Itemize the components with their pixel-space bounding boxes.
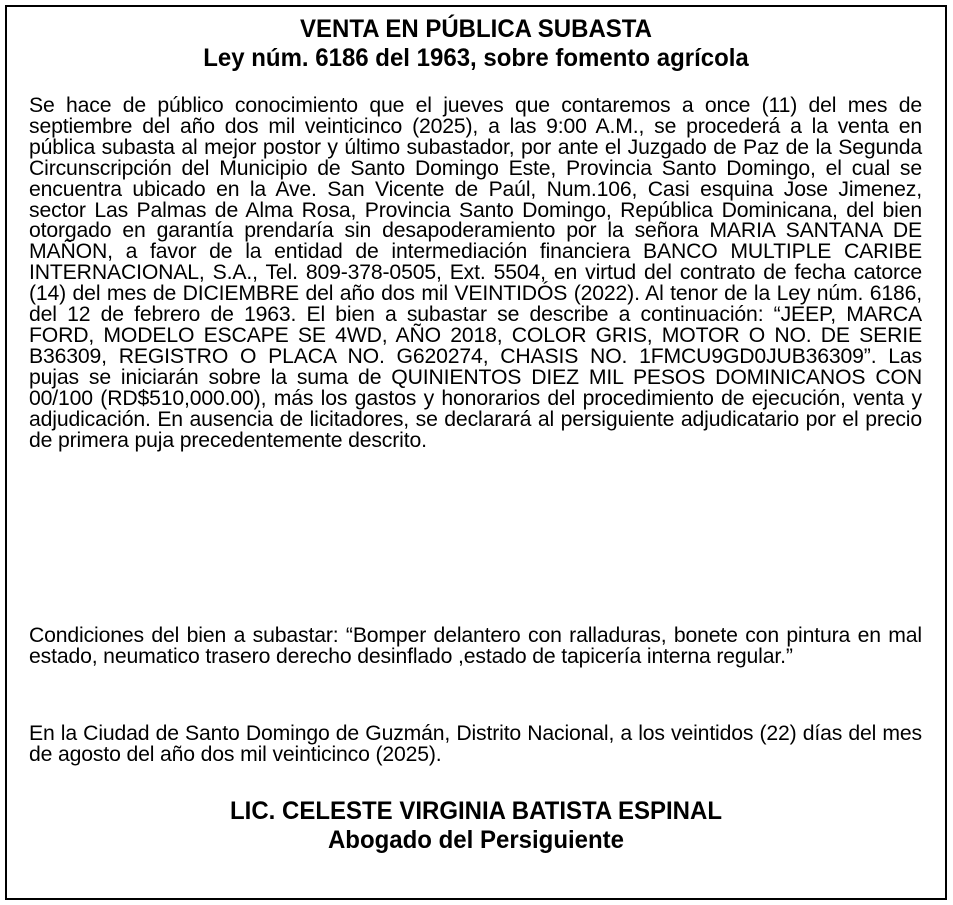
place-date-paragraph: En la Ciudad de Santo Domingo de Guzmán, Distrito Nacional, a los veintidos (22) días del mes de agosto del año dos mil veinticinco (2025). (29, 722, 922, 766)
notice-header (26, 15, 926, 73)
legal-notice (5, 5, 947, 900)
signatory-role: Abogado del Persiguiente (327, 826, 625, 854)
signature-block (26, 797, 926, 855)
signatory-name: LIC. CELESTE VIRGINIA BATISTA ESPINAL (229, 797, 723, 825)
notice-subtitle: Ley núm. 6186 del 1963, sobre fomento agrícola (203, 44, 749, 72)
asset-conditions-paragraph: Condiciones del bien a subastar: “Bomper delantero con ralladuras, bonete con pintura en mal estado, neumatico trasero derecho desinflado ,estado de tapicería interna regular.” (29, 624, 922, 668)
notice-title: VENTA EN PÚBLICA SUBASTA (299, 15, 653, 43)
auction-details-paragraph: Se hace de público conocimiento que el jueves que contaremos a once (11) del mes de septiembre del año dos mil veinticinco (2025), a las 9:00 A.M., se procederá a la venta en pública subasta al mejor postor y último subastador, por ante el Juzgado de Paz de la Segunda Circunscripción del Municipio de Santo Domingo Este, Provincia Santo Domingo, el cual se encuentra ubicado en la Ave. San Vicente de Paúl, Num.106, Casi esquina Jose Jimenez, sector Las Palmas de Alma Rosa, Provincia Santo Domingo, República Dominicana, del bien otorgado en garantía prendaría sin desapoderamiento por la señora MARIA SANTANA DE MAÑON, a favor de la entidad de intermediación financiera BANCO MULTIPLE CARIBE INTERNACIONAL, S.A., Tel. 809-378-0505, Ext. 5504, en virtud del contrato de fecha catorce (14) del mes de DICIEMBRE del año dos mil VEINTIDÓS (2022). Al tenor de la Ley núm. 6186, del 12 de febrero de 1963. El bien a subastar se describe a continuación: “JEEP, MARCA FORD, MODELO ESCAPE SE 4WD, AÑO 2018, COLOR GRIS, MOTOR O NO. DE SERIE B36309, REGISTRO O PLACA NO. G620274, CHASIS NO. 1FMCU9GD0JUB36309”. Las pujas se iniciarán sobre la suma de QUINIENTOS DIEZ MIL PESOS DOMINICANOS CON 00/100 (RD$510,000.00), más los gastos y honorarios del procedimiento de ejecución, venta y adjudicación. En ausencia de licitadores, se declarará al persiguiente adjudicatario por el precio de primera puja precedentemente descrito. (29, 94, 922, 452)
